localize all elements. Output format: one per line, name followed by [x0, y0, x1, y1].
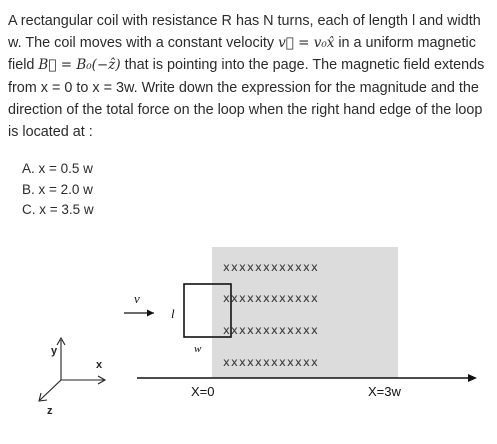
x-3w-label: X=3w	[368, 384, 401, 399]
choice-b: B. x = 2.0 w	[22, 181, 93, 197]
x-zero-label: X=0	[191, 384, 215, 399]
axis-y-label: y	[51, 345, 58, 357]
question-part-3: that is pointing into the page. The magnetic field extends from x = 0 to x = 3w. Write down the expression for the magnitude and the direction of the total force on the loop when the right hand edge of the loop is located at :	[8, 57, 485, 141]
velocity-label: v⃗	[134, 291, 150, 306]
field-row-3: xxxxxxxxxxxx	[223, 323, 320, 337]
choice-c: C. x = 3.5 w	[22, 202, 94, 217]
field-row-4: xxxxxxxxxxxx	[223, 355, 320, 369]
velocity-expression: v⃗ = v₀x̂	[278, 35, 335, 52]
field-row-1: xxxxxxxxxxxx	[223, 260, 320, 274]
axis-z-label: z	[47, 405, 53, 417]
field-expression: B⃗ = B₀(−ẑ)	[38, 57, 121, 74]
z-axis	[40, 380, 61, 400]
question-part-1: A rectangular coil with resistance R has N turns, each of length l and width w. The coil moves with a constant velocity	[8, 13, 481, 52]
velocity-arrowhead	[147, 310, 154, 317]
field-row-2: xxxxxxxxxxxx	[223, 291, 320, 305]
question-part-2: in a uniform magnetic field	[8, 35, 476, 74]
choice-a: A. x = 0.5 w	[22, 161, 93, 176]
x-axis-arrowhead	[468, 374, 477, 382]
axis-x-label: x	[96, 359, 103, 371]
width-label: w	[194, 343, 202, 355]
length-label: l	[171, 306, 175, 321]
